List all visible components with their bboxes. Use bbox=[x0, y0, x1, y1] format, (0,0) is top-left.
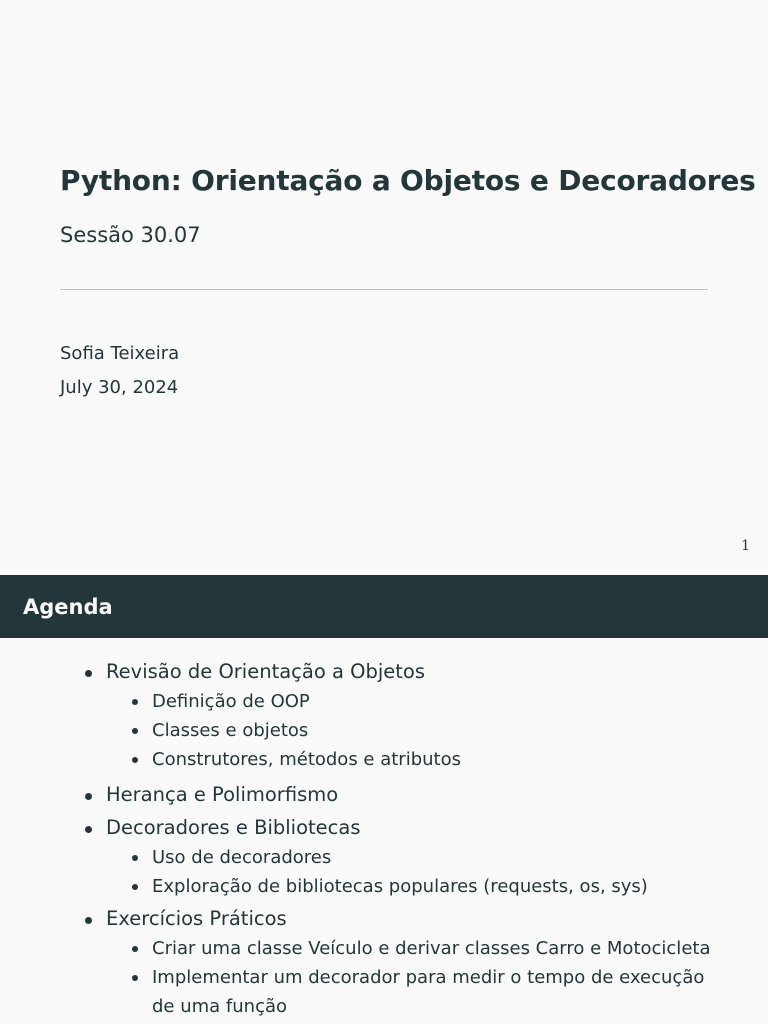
bullet-icon bbox=[85, 917, 92, 924]
agenda-item-label: Exercícios Práticos bbox=[106, 907, 287, 930]
author-name: Sofia Teixeira bbox=[60, 343, 180, 364]
bullet-icon bbox=[85, 793, 92, 800]
agenda-subitem bbox=[106, 843, 768, 872]
agenda-item-label: Revisão de Orientação a Objetos bbox=[106, 660, 425, 683]
agenda-subitem bbox=[106, 745, 768, 774]
agenda-subitem-label: Construtores, métodos e atributos bbox=[152, 749, 461, 770]
agenda-sublist bbox=[106, 934, 768, 1021]
agenda-subitem bbox=[106, 687, 768, 716]
agenda-subitem-label: Criar uma classe Veículo e derivar classes Carro e Motocicleta bbox=[152, 938, 711, 959]
page-number: 1 bbox=[741, 538, 750, 554]
agenda-subitem bbox=[106, 963, 768, 1021]
agenda-subitem bbox=[106, 872, 768, 901]
agenda-subitem bbox=[106, 716, 768, 745]
agenda-subitem-label: Uso de decoradores bbox=[152, 847, 332, 868]
frame-header bbox=[0, 575, 768, 638]
presentation-title: Python: Orientação a Objetos e Decoradores bbox=[60, 164, 756, 197]
agenda-item bbox=[0, 783, 768, 807]
agenda-sublist bbox=[106, 843, 768, 901]
bullet-icon bbox=[132, 975, 138, 981]
title-divider bbox=[60, 289, 708, 290]
agenda-subitem-label: Implementar um decorador para medir o tempo de execução de uma função bbox=[152, 967, 705, 1017]
agenda-sublist bbox=[106, 687, 768, 774]
agenda-list bbox=[0, 638, 768, 1021]
agenda-item-label: Herança e Polimorfismo bbox=[106, 783, 339, 806]
frame-title: Agenda bbox=[23, 594, 113, 619]
agenda-item-label: Decoradores e Bibliotecas bbox=[106, 816, 361, 839]
bullet-icon bbox=[132, 757, 138, 763]
presentation-subtitle: Sessão 30.07 bbox=[60, 223, 201, 247]
agenda-item bbox=[0, 907, 768, 1021]
agenda-subitem-label: Definição de OOP bbox=[152, 691, 310, 712]
bullet-icon bbox=[85, 670, 92, 677]
agenda-subitem-label: Classes e objetos bbox=[152, 720, 309, 741]
bullet-icon bbox=[132, 855, 138, 861]
agenda-subitem-label: Exploração de bibliotecas populares (requests, os, sys) bbox=[152, 876, 648, 897]
bullet-icon bbox=[85, 826, 92, 833]
agenda-item bbox=[0, 816, 768, 901]
presentation-date: July 30, 2024 bbox=[60, 377, 179, 398]
bullet-icon bbox=[132, 884, 138, 890]
agenda-slide bbox=[0, 575, 768, 1024]
agenda-item bbox=[0, 660, 768, 774]
bullet-icon bbox=[132, 728, 138, 734]
bullet-icon bbox=[132, 946, 138, 952]
agenda-subitem bbox=[106, 934, 768, 963]
bullet-icon bbox=[132, 699, 138, 705]
